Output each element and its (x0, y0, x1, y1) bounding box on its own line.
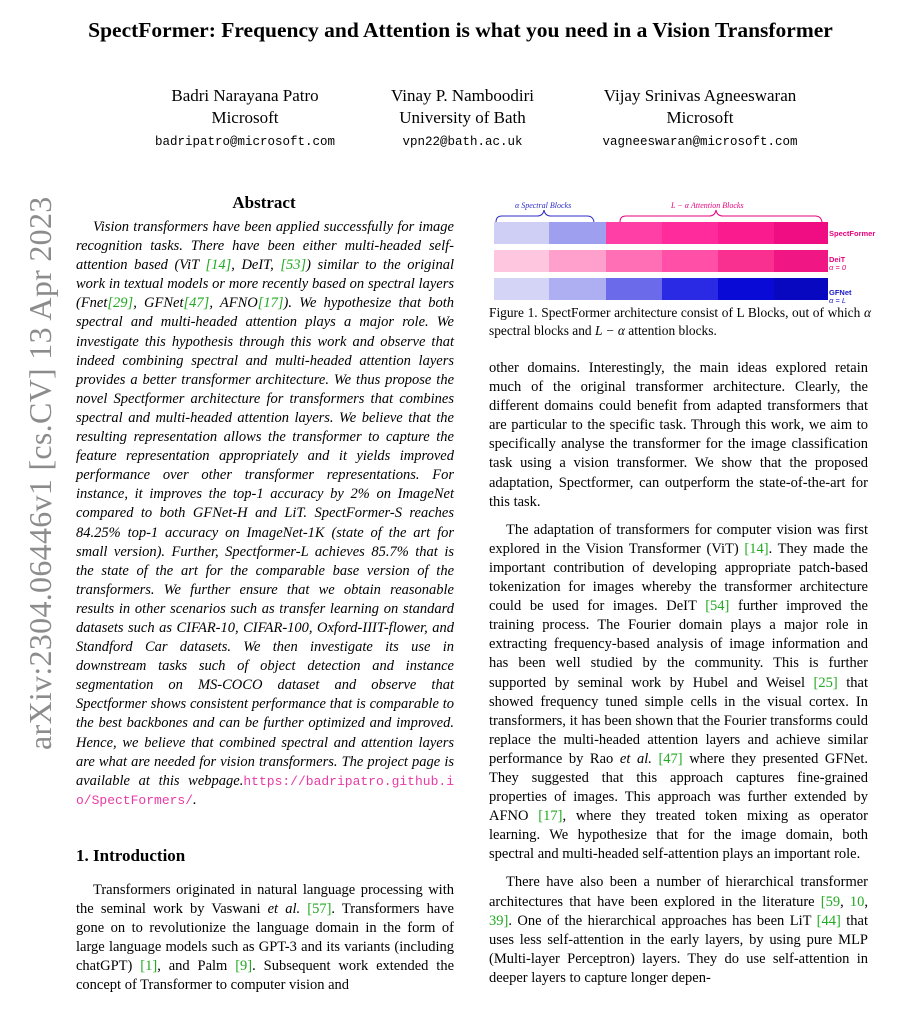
citation-link[interactable]: [17] (257, 295, 284, 312)
citation-link[interactable]: 39] (489, 912, 509, 929)
block-segment (606, 222, 662, 244)
gfnet-row (494, 278, 828, 300)
block-segment (662, 278, 718, 300)
citation-link[interactable]: [29] (107, 295, 134, 312)
figure-1-architecture (489, 200, 879, 310)
author-email: vagneeswaran@microsoft.com (602, 135, 798, 149)
project-page-link[interactable]: https://badripatro.github.io/SpectFormers/ (76, 773, 454, 808)
block-segment (662, 250, 718, 272)
arxiv-stamp: arXiv:2304.06446v1 [cs.CV] 13 Apr 2023 (22, 196, 58, 750)
citation-link[interactable]: [44] (816, 912, 841, 929)
abstract-heading: Abstract (232, 193, 296, 212)
block-segment (494, 222, 549, 244)
citation-link[interactable]: [53] (280, 257, 307, 274)
block-segment (718, 250, 774, 272)
deit-row (494, 250, 828, 272)
paper-title: SpectFormer: Frequency and Attention is what you need in a Vision Transformer (88, 18, 833, 42)
author-email: badripatro@microsoft.com (154, 135, 336, 149)
citation-link[interactable]: [47] (183, 295, 210, 312)
paragraph: other domains. Interestingly, the main ideas explored retain much of the original transformer architecture. Clearly, the different domains could benefit from adapted transformers that are particular to the specific task. Through this work, we aim to specifically analyse the transformer for the image classification task using a vision transformer. We show that the proposed adaptation, Spectformer, can outperform the state-of-the-art for this task. (489, 360, 868, 510)
citation-link[interactable]: [25] (813, 674, 838, 691)
citation-link[interactable]: [9] (235, 958, 253, 975)
citation-link[interactable]: [14] (744, 540, 769, 557)
figure-1-caption: Figure 1. SpectFormer architecture consist of L Blocks, out of which α spectral blocks and L − α attention blocks. (489, 305, 871, 338)
row-label-deit: DeiT α = 0 (829, 255, 846, 272)
author-name: Vijay Srinivas Agneeswaran (603, 86, 797, 105)
citation-link[interactable]: [17] (538, 808, 563, 825)
block-segment (662, 222, 718, 244)
block-segment (549, 278, 606, 300)
author-name: Badri Narayana Patro (171, 86, 319, 105)
block-segment (774, 278, 828, 300)
row-label-gfnet: GFNet α = L (829, 288, 852, 305)
section-heading-introduction: 1. Introduction (76, 846, 186, 865)
abstract-body: Vision transformers have been applied successfully for image recognition tasks. There have been either multi-headed self-attention based (ViT [14], DeIT, [53]) similar to the original work in textual models or more recently based on spectral layers (Fnet[29], GFNet[47], AFNO[17]). We hypothesize that both spectral and multi-headed attention plays a major role. We investigate this hypothesis through this work and observe that indeed combining spectral and multi-headed attention layers provides a better transformer architecture. We thus propose the novel Spectformer architecture for transformers that combines spectral and multi-headed attention layers. We believe that the resulting representation allows the transformer to capture the feature representation appropriately and it yields improved performance over other transformer representations. For instance, it improves the top-1 accuracy by 2% on ImageNet compared to both GFNet-H and LiT. SpectFormer-S reaches 84.25% top-1 accuracy on ImageNet-1K (state of the art for small version). Further, Spectformer-L achieves 85.7% that is the state of the art for the comparable base version of the transformers. We further ensure that we obtain reasonable results in other scenarios such as transfer learning on standard datasets such as CIFAR-10, CIFAR-100, Oxford-IIIT-flower, and Standford Car datasets. We then investigate its use in downstream tasks such of object detection and instance segmentation on MS-COCO dataset and observe that Spectformer shows consistent performance that is comparable to the best backbones and can be further optimized and improved. Hence, we believe that combined spectral and attention layers are what are needed for vision transformers. The project page is available at this webpage.https://badripatro.github.io/SpectFormers/. (76, 219, 455, 808)
author-block (340, 85, 585, 153)
citation-link[interactable]: [1] (140, 958, 158, 975)
citation-link[interactable]: 10 (849, 893, 865, 910)
block-segment (606, 278, 662, 300)
block-segment (774, 250, 828, 272)
citation-link[interactable]: [59 (820, 893, 841, 910)
block-segment (718, 278, 774, 300)
attention-blocks-label: L − α Attention Blocks (671, 201, 744, 210)
block-segment (494, 250, 549, 272)
author-affiliation: Microsoft (666, 108, 734, 127)
citation-link[interactable]: [57] (307, 901, 332, 918)
introduction-body: Transformers originated in natural language processing with the seminal work by Vaswani et al. [57]. Transformers have gone on to revolutionize the language domain in the form of large language models such as GPT-3 and its variants (including chatGPT) [1], and Palm [9]. Subsequent work extended the concept of Transformer to computer vision and (76, 882, 455, 994)
right-column-body (489, 359, 868, 997)
block-segment (549, 222, 606, 244)
author-block (575, 85, 825, 153)
paragraph: The adaptation of transformers for computer vision was first explored in the Vision Transformer (ViT) [14]. They made the important contribution of developing appropriate patch-based tokenization for images whereby the transformer architecture could be used for images. DeIT [54] further improved the training process. The Fourier domain plays a major role in extracting frequency-based analysis of image information and has been well studied by the community. This is further supported by seminal work by Hubel and Weisel [25] that showed frequency tuned simple cells in the visual cortex. In transformers, it has been shown that the Fourier transforms could replace the multi-headed attention layers and achieve similar performance by Rao et al. [47] where they presented GFNet. They suggested that this approach captures fine-grained properties of images. This approach was further extended by AFNO [17], where they treated token mixing as operator learning. We hypothesize that for the image domain, both spectral and multi-headed self-attention plays an important role. (489, 521, 869, 863)
citation-link[interactable]: [54] (705, 598, 730, 615)
paragraph: There have also been a number of hierarchical transformer architectures that have been explored in the literature [59, 10, 39]. One of the hierarchical approaches has been LiT [44] that uses less self-attention in the early layers, by using pure MLP (Multi-layer Perceptron) layers. They do use self-attention in deeper layers to capture longer depen- (489, 874, 869, 986)
author-affiliation: Microsoft (211, 108, 279, 127)
block-segment (494, 278, 549, 300)
author-affiliation: University of Bath (399, 108, 526, 127)
author-name: Vinay P. Namboodiri (391, 86, 534, 105)
citation-link[interactable]: [14] (205, 257, 232, 274)
spectformer-row (494, 222, 828, 244)
block-segment (606, 250, 662, 272)
block-segment (718, 222, 774, 244)
block-segment (549, 250, 606, 272)
author-email: vpn22@bath.ac.uk (402, 135, 523, 149)
block-segment (774, 222, 828, 244)
citation-link[interactable]: [47] (658, 750, 683, 767)
spectral-blocks-label: α Spectral Blocks (515, 201, 572, 210)
row-label-spectformer: SpectFormer (829, 229, 876, 238)
